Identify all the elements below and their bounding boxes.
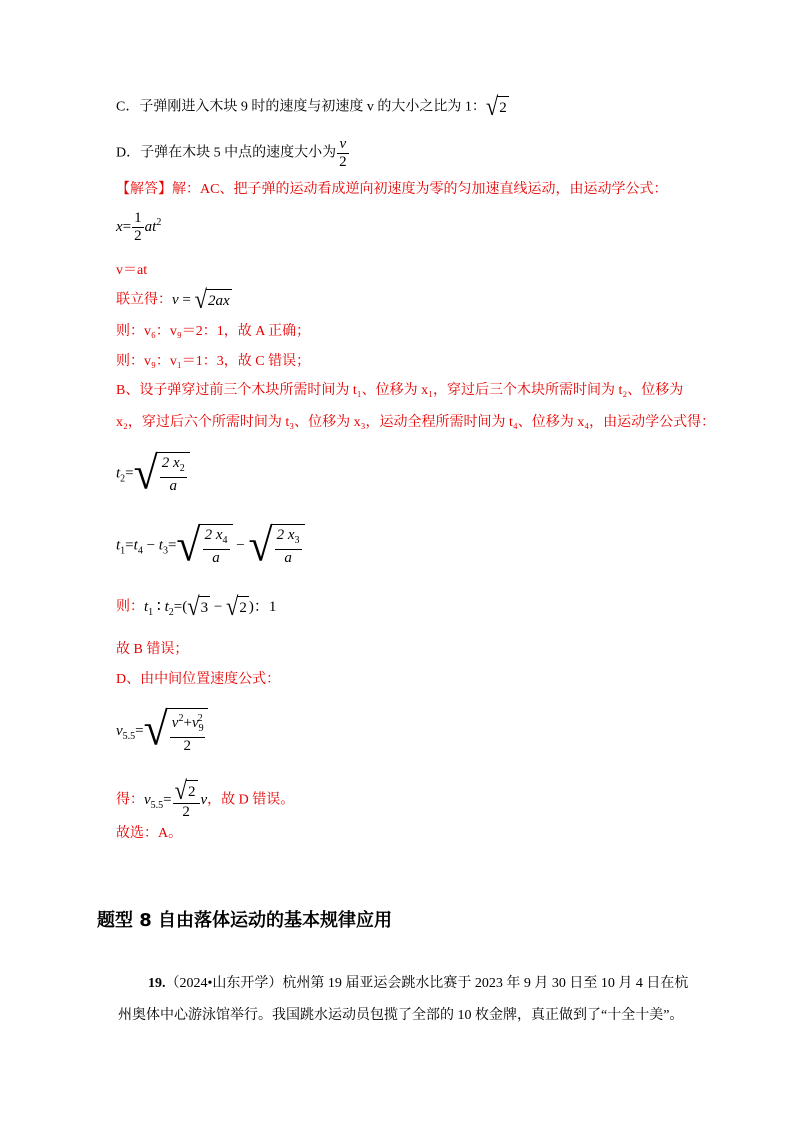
option-d-fraction: $\frac{v}{2}$: [339, 136, 347, 170]
b-conclusion: 故 B 错误；: [116, 642, 189, 657]
equation-velocity: v＝at: [116, 263, 148, 278]
equation-displacement: x= $\frac{1}{2}$ $at^2$: [116, 210, 162, 244]
equation-v55: $v_{5.5}=$ √ $\frac{v^2+v_9^2}{2}$: [116, 708, 208, 755]
ratio-t1-t2: 则：$t_1$ ∶ $t_2=$( √ 3 − √ 2 )：1: [116, 592, 277, 621]
equation-t1: $t_1=t_4 - t_3=$ √ $\frac{2 x_4}{a}$ − √ $\frac{2 x_3}{a}$: [116, 524, 305, 568]
ratio-line-1: 则：v₆：v₉＝2：1，故 A 正确；: [116, 324, 311, 339]
ratio-line-2: 则：v₉：v₁＝1：3，故 C 错误；: [116, 354, 311, 369]
section-title: 题型 8 自由落体运动的基本规律应用: [97, 910, 393, 931]
b-setup-line-2: x₂，穿过后六个所需时间为 t₃、位移为 x₃，运动全程所需时间为 t₄、位移为 x₄，由运动学公式得：: [116, 415, 716, 430]
d-result: 得：$v_{5.5}=$ √ 2 2 v，故 D 错误。: [116, 776, 295, 820]
question-number: 19.: [148, 976, 166, 991]
option-d: [116, 136, 350, 171]
solution-intro: 【解答】解：AC、把子弹的运动看成逆向初速度为零的匀加速直线运动，由运动学公式：: [116, 182, 668, 197]
equation-t2: $t_2=$ √ $\frac{2 x_2}{a}$: [116, 452, 190, 496]
d-intro: D、由中间位置速度公式：: [116, 672, 281, 687]
option-c-text: C．子弹刚进入木块 9 时的速度与初速度 v 的大小之比为 1：: [116, 99, 486, 115]
final-choice: 故选：A。: [116, 826, 183, 841]
b-setup-line-1: B、设子弹穿过前三个木块所需时间为 t₁、位移为 x₁，穿过后三个木块所需时间为 t₂、位移为: [116, 383, 684, 398]
option-d-text: D．子弹在木块 5 中点的速度大小为: [116, 145, 337, 161]
solution-tag: 【解答】: [116, 182, 172, 197]
question-19-line-2: 州奥体中心游泳馆举行。我国跳水运动员包揽了全部的 10 枚金牌，真正做到了“十全十美”。: [118, 1008, 684, 1023]
joint-equation: 联立得：v = √ 2ax: [116, 285, 230, 314]
question-19-line-1: 19.（2024•山东开学）杭州第 19 届亚运会跳水比赛于 2023 年 9 月 30 日至 10 月 4 日在杭: [148, 976, 689, 991]
option-c-sqrt: √ 2: [485, 92, 507, 121]
option-c: [116, 92, 509, 121]
